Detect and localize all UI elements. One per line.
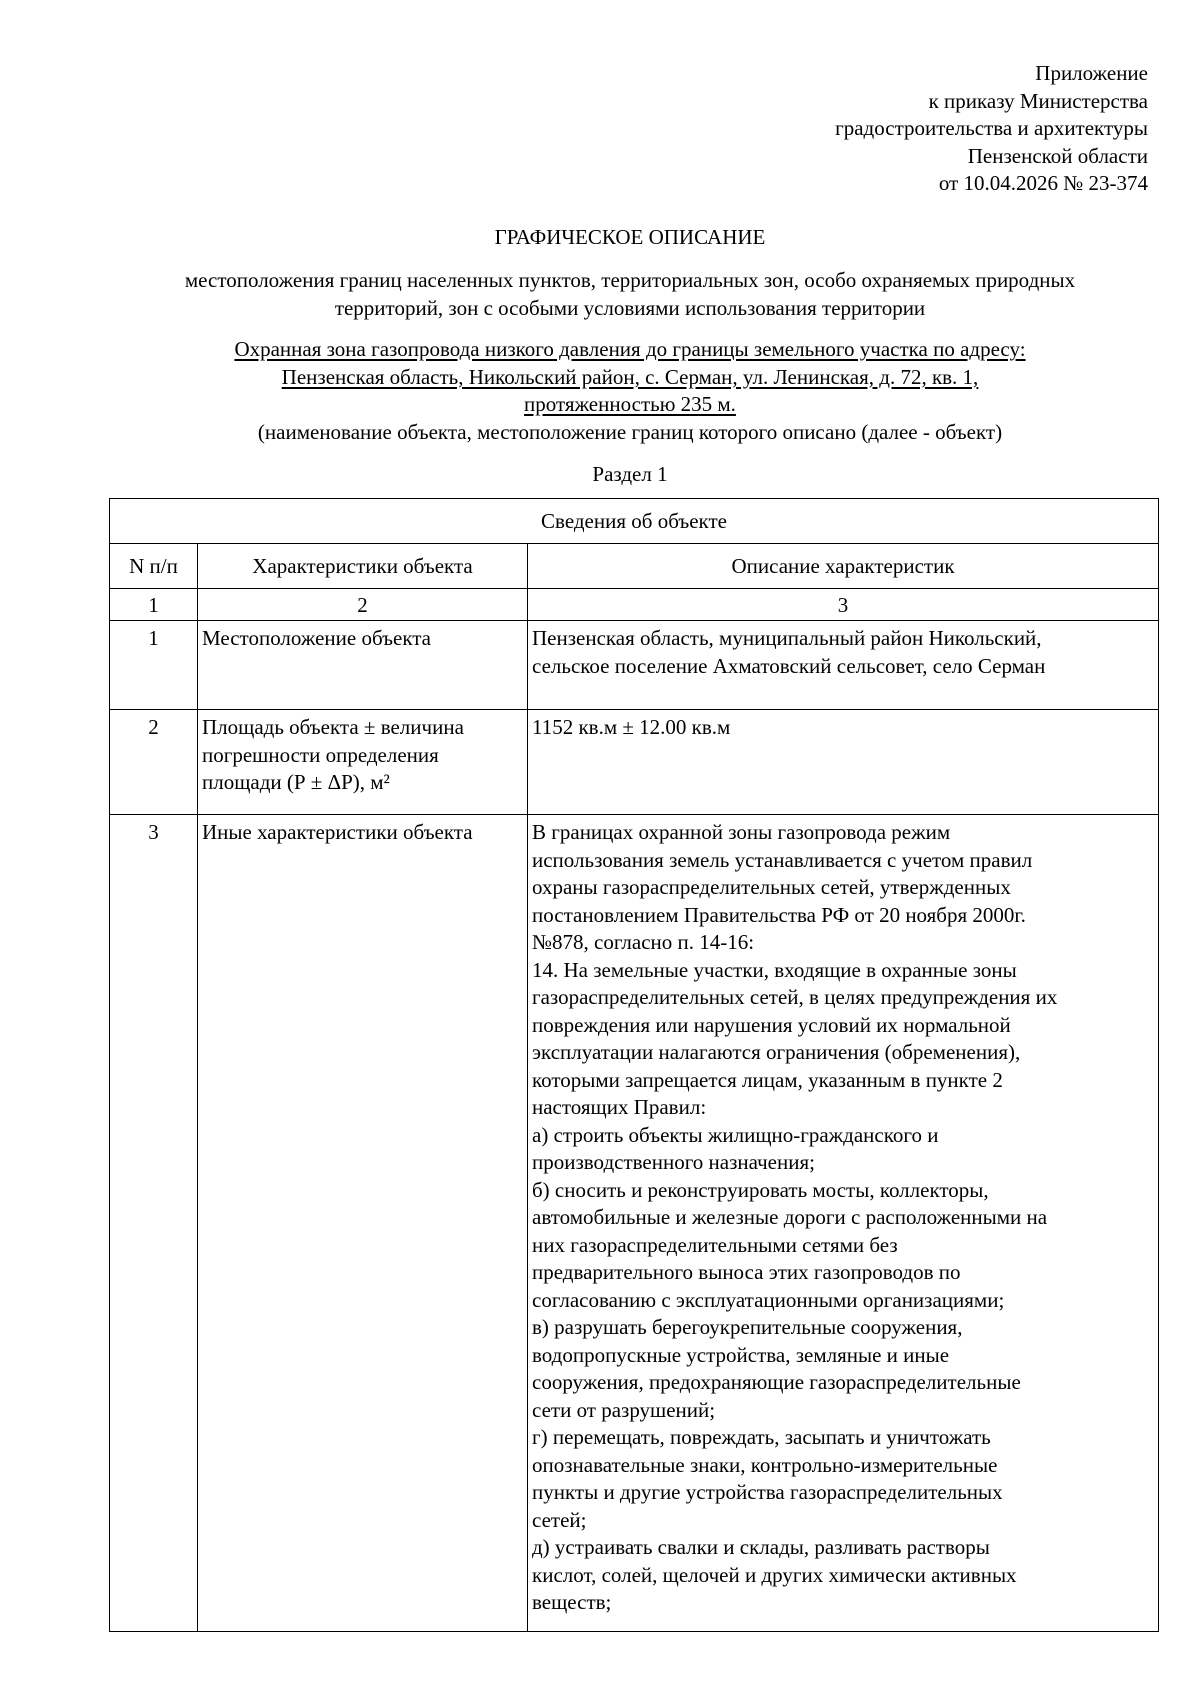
column-number: 2 (198, 589, 528, 621)
subtitle-line: местоположения границ населенных пунктов, территориальных зон, особо охраняемых природных (184, 268, 1076, 292)
section-title: Раздел 1 (592, 462, 668, 486)
description-line: производственного назначения; (532, 1150, 815, 1174)
column-header-row (110, 544, 1159, 589)
description-line: сельское поселение Ахматовский сельсовет, село Серман (532, 653, 1046, 678)
document-title: ГРАФИЧЕСКОЕ ОПИСАНИЕ (494, 225, 766, 249)
description-line: д) устраивать свалки и склады, разливать растворы (532, 1535, 990, 1559)
table-header: Сведения об объекте (110, 499, 1159, 544)
row-number: 1 (110, 621, 198, 710)
approval-line: Пензенской области (967, 143, 1148, 168)
row-number: 2 (110, 710, 198, 815)
object-name-line: протяженностью 235 м. (524, 392, 736, 416)
row-description (528, 710, 1159, 815)
row-characteristic (198, 710, 528, 815)
description-line: 14. На земельные участки, входящие в охранные зоны (532, 957, 1017, 982)
description-line: кислот, солей, щелочей и других химически активных (532, 1562, 1017, 1587)
description-line: повреждения или нарушения условий их нормальной (532, 1012, 1011, 1037)
description-line: сетей; (532, 1507, 587, 1532)
row-characteristic (198, 621, 528, 710)
description-line: №878, согласно п. 14-16: (532, 930, 755, 954)
column-header: N п/п (110, 544, 198, 589)
column-header: Характеристики объекта (198, 544, 528, 589)
characteristic-line: Иные характеристики объекта (202, 820, 473, 844)
row-characteristic (198, 815, 528, 1632)
table-row (110, 621, 1159, 710)
characteristic-line: площади (Р ± ΔР), м² (202, 770, 390, 794)
description-line: охраны газораспределительных сетей, утвержденных (532, 875, 1011, 899)
description-line: веществ; (532, 1590, 612, 1614)
approval-block (835, 60, 1148, 198)
column-number: 1 (110, 589, 198, 621)
row-description (528, 815, 1159, 1632)
characteristic-line: Площадь объекта ± величина (202, 715, 464, 739)
characteristic-line: Местоположение объекта (202, 626, 432, 650)
object-name-line: Пензенская область, Никольский район, с. Серман, ул. Ленинская, д. 72, кв. 1, (281, 364, 979, 389)
approval-line: градостроительства и архитектуры (835, 116, 1148, 140)
description-line: а) строить объекты жилищно-гражданского и (532, 1122, 939, 1147)
description-line: них газораспределительными сетями без (532, 1232, 898, 1257)
column-number-row (110, 589, 1159, 621)
description-line: которыми запрещается лицам, указанным в пункте 2 (532, 1067, 1003, 1092)
row-description (528, 621, 1159, 710)
document-subtitle (100, 267, 1160, 322)
description-line: водопропускные устройства, земляные и иные (532, 1342, 950, 1367)
description-line: Пензенская область, муниципальный район Никольский, (532, 626, 1042, 650)
description-line: согласованию с эксплуатационными организациями; (532, 1287, 1005, 1312)
description-line: опознавательные знаки, контрольно-измерительные (532, 1452, 998, 1477)
approval-line: Приложение (1035, 61, 1148, 85)
description-line: использования земель устанавливается с учетом правил (532, 847, 1033, 872)
description-line: настоящих Правил: (532, 1095, 707, 1119)
approval-line: от 10.04.2026 № 23-374 (938, 171, 1148, 195)
subtitle-line: территорий, зон с особыми условиями использования территории (334, 295, 926, 320)
description-line: В границах охранной зоны газопровода режим (532, 820, 951, 844)
description-line: сооружения, предохраняющие газораспределительные (532, 1370, 1021, 1394)
object-info-table (109, 498, 1159, 1632)
object-name-line: Охранная зона газопровода низкого давления до границы земельного участка по адресу: (234, 337, 1026, 361)
description-line: предварительного выноса этих газопроводов по (532, 1260, 961, 1284)
description-line: пункты и другие устройства газораспределительных (532, 1480, 1003, 1504)
description-line: эксплуатации налагаются ограничения (обременения), (532, 1040, 1021, 1064)
column-number: 3 (528, 589, 1159, 621)
description-line: автомобильные и железные дороги с расположенными на (532, 1205, 1048, 1229)
table-row (110, 815, 1159, 1632)
object-caption: (наименование объекта, местоположение границ которого описано (далее - объект) (257, 420, 1003, 444)
description-line: сети от разрушений; (532, 1397, 716, 1422)
description-line: газораспределительных сетей, в целях предупреждения их (532, 985, 1058, 1009)
column-header: Описание характеристик (528, 544, 1159, 589)
characteristic-line: погрешности определения (202, 742, 439, 767)
description-line: в) разрушать берегоукрепительные сооружения, (532, 1315, 963, 1339)
table-header-row (110, 499, 1159, 544)
description-line: 1152 кв.м ± 12.00 кв.м (532, 715, 731, 739)
description-line: б) сносить и реконструировать мосты, коллекторы, (532, 1177, 989, 1202)
approval-line: к приказу Министерства (928, 88, 1148, 113)
description-line: постановлением Правительства РФ от 20 ноября 2000г. (532, 902, 1026, 927)
row-number: 3 (110, 815, 198, 1632)
object-name (100, 336, 1160, 419)
description-line: г) перемещать, повреждать, засыпать и уничтожать (532, 1425, 991, 1449)
table-row (110, 710, 1159, 815)
